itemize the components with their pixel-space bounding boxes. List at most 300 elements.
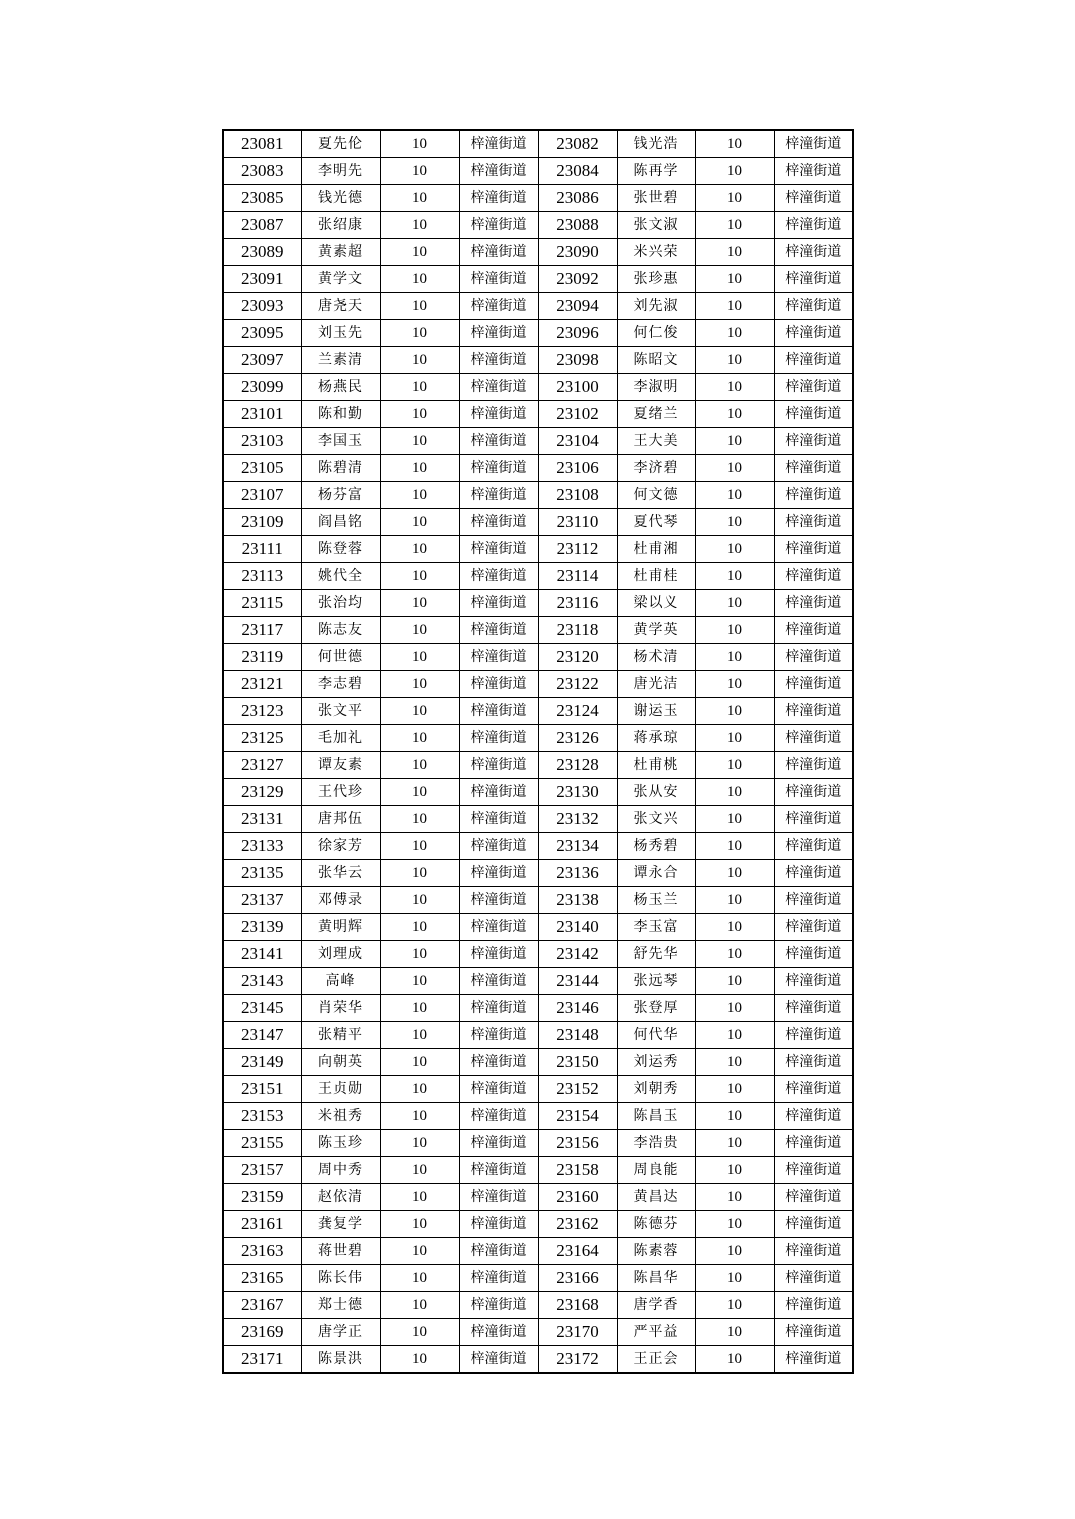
record-id: 23155 [223, 1130, 301, 1157]
amount: 10 [695, 1184, 774, 1211]
amount: 10 [380, 374, 459, 401]
district-name: 梓潼街道 [459, 455, 538, 482]
record-id: 23131 [223, 806, 301, 833]
person-name: 刘理成 [301, 941, 380, 968]
record-id: 23162 [538, 1211, 617, 1238]
amount: 10 [380, 1211, 459, 1238]
record-id: 23172 [538, 1346, 617, 1374]
person-name: 梁以义 [617, 590, 695, 617]
district-name: 梓潼街道 [774, 806, 853, 833]
person-name: 唐尧天 [301, 293, 380, 320]
table-row [223, 130, 853, 158]
district-name: 梓潼街道 [774, 941, 853, 968]
amount: 10 [695, 914, 774, 941]
person-name: 李淑明 [617, 374, 695, 401]
record-id: 23114 [538, 563, 617, 590]
district-name: 梓潼街道 [459, 1319, 538, 1346]
district-name: 梓潼街道 [774, 590, 853, 617]
amount: 10 [380, 968, 459, 995]
amount: 10 [380, 833, 459, 860]
district-name: 梓潼街道 [459, 1103, 538, 1130]
record-id: 23123 [223, 698, 301, 725]
record-id: 23100 [538, 374, 617, 401]
district-name: 梓潼街道 [774, 239, 853, 266]
district-name: 梓潼街道 [459, 698, 538, 725]
amount: 10 [695, 590, 774, 617]
district-name: 梓潼街道 [774, 509, 853, 536]
district-name: 梓潼街道 [774, 995, 853, 1022]
amount: 10 [380, 212, 459, 239]
district-name: 梓潼街道 [459, 617, 538, 644]
person-name: 杨芬富 [301, 482, 380, 509]
person-name: 杜甫桂 [617, 563, 695, 590]
amount: 10 [380, 130, 459, 158]
district-name: 梓潼街道 [459, 1076, 538, 1103]
district-name: 梓潼街道 [774, 374, 853, 401]
person-name: 杨术清 [617, 644, 695, 671]
person-name: 陈昌玉 [617, 1103, 695, 1130]
table-row [223, 887, 853, 914]
record-id: 23164 [538, 1238, 617, 1265]
amount: 10 [695, 644, 774, 671]
amount: 10 [380, 185, 459, 212]
record-id: 23133 [223, 833, 301, 860]
person-name: 张珍惠 [617, 266, 695, 293]
amount: 10 [695, 725, 774, 752]
person-name: 米兴荣 [617, 239, 695, 266]
district-name: 梓潼街道 [774, 860, 853, 887]
person-name: 黄学英 [617, 617, 695, 644]
amount: 10 [380, 914, 459, 941]
amount: 10 [380, 1049, 459, 1076]
district-name: 梓潼街道 [774, 1265, 853, 1292]
record-id: 23102 [538, 401, 617, 428]
record-id: 23090 [538, 239, 617, 266]
amount: 10 [380, 779, 459, 806]
amount: 10 [380, 698, 459, 725]
district-name: 梓潼街道 [774, 1022, 853, 1049]
record-id: 23154 [538, 1103, 617, 1130]
record-id: 23085 [223, 185, 301, 212]
amount: 10 [695, 1346, 774, 1374]
record-id: 23166 [538, 1265, 617, 1292]
district-name: 梓潼街道 [459, 1022, 538, 1049]
record-id: 23147 [223, 1022, 301, 1049]
district-name: 梓潼街道 [774, 1157, 853, 1184]
table-row [223, 1184, 853, 1211]
amount: 10 [695, 428, 774, 455]
table-row [223, 455, 853, 482]
person-name: 张登厚 [617, 995, 695, 1022]
roster-table [222, 129, 854, 1374]
table-row [223, 995, 853, 1022]
record-id: 23110 [538, 509, 617, 536]
record-id: 23168 [538, 1292, 617, 1319]
record-id: 23081 [223, 130, 301, 158]
person-name: 张文兴 [617, 806, 695, 833]
record-id: 23094 [538, 293, 617, 320]
table-row [223, 590, 853, 617]
record-id: 23111 [223, 536, 301, 563]
district-name: 梓潼街道 [459, 590, 538, 617]
amount: 10 [695, 1103, 774, 1130]
record-id: 23158 [538, 1157, 617, 1184]
record-id: 23126 [538, 725, 617, 752]
person-name: 钱光德 [301, 185, 380, 212]
district-name: 梓潼街道 [459, 212, 538, 239]
district-name: 梓潼街道 [459, 1238, 538, 1265]
person-name: 刘运秀 [617, 1049, 695, 1076]
record-id: 23092 [538, 266, 617, 293]
table-row [223, 185, 853, 212]
district-name: 梓潼街道 [774, 1346, 853, 1374]
person-name: 兰素清 [301, 347, 380, 374]
record-id: 23091 [223, 266, 301, 293]
record-id: 23129 [223, 779, 301, 806]
amount: 10 [695, 347, 774, 374]
record-id: 23139 [223, 914, 301, 941]
person-name: 陈登蓉 [301, 536, 380, 563]
record-id: 23116 [538, 590, 617, 617]
district-name: 梓潼街道 [459, 428, 538, 455]
table-row [223, 239, 853, 266]
person-name: 蒋承琼 [617, 725, 695, 752]
table-row [223, 644, 853, 671]
person-name: 周中秀 [301, 1157, 380, 1184]
record-id: 23121 [223, 671, 301, 698]
table-row [223, 1157, 853, 1184]
district-name: 梓潼街道 [774, 752, 853, 779]
district-name: 梓潼街道 [459, 995, 538, 1022]
person-name: 王大美 [617, 428, 695, 455]
record-id: 23142 [538, 941, 617, 968]
person-name: 赵依清 [301, 1184, 380, 1211]
person-name: 黄学文 [301, 266, 380, 293]
person-name: 蒋世碧 [301, 1238, 380, 1265]
amount: 10 [695, 455, 774, 482]
district-name: 梓潼街道 [459, 752, 538, 779]
person-name: 何世德 [301, 644, 380, 671]
district-name: 梓潼街道 [459, 536, 538, 563]
district-name: 梓潼街道 [459, 158, 538, 185]
district-name: 梓潼街道 [774, 1049, 853, 1076]
amount: 10 [695, 698, 774, 725]
record-id: 23093 [223, 293, 301, 320]
record-id: 23105 [223, 455, 301, 482]
table-row [223, 401, 853, 428]
person-name: 刘玉先 [301, 320, 380, 347]
person-name: 张文平 [301, 698, 380, 725]
table-row [223, 563, 853, 590]
record-id: 23127 [223, 752, 301, 779]
amount: 10 [380, 644, 459, 671]
amount: 10 [380, 590, 459, 617]
person-name: 张绍康 [301, 212, 380, 239]
district-name: 梓潼街道 [459, 509, 538, 536]
table-row [223, 752, 853, 779]
amount: 10 [695, 293, 774, 320]
amount: 10 [380, 320, 459, 347]
record-id: 23146 [538, 995, 617, 1022]
amount: 10 [695, 887, 774, 914]
record-id: 23148 [538, 1022, 617, 1049]
person-name: 陈志友 [301, 617, 380, 644]
amount: 10 [380, 536, 459, 563]
person-name: 李明先 [301, 158, 380, 185]
record-id: 23149 [223, 1049, 301, 1076]
district-name: 梓潼街道 [774, 266, 853, 293]
table-row [223, 536, 853, 563]
district-name: 梓潼街道 [459, 1130, 538, 1157]
person-name: 杜甫桃 [617, 752, 695, 779]
amount: 10 [695, 212, 774, 239]
district-name: 梓潼街道 [774, 347, 853, 374]
amount: 10 [695, 995, 774, 1022]
amount: 10 [380, 671, 459, 698]
person-name: 李玉富 [617, 914, 695, 941]
person-name: 何代华 [617, 1022, 695, 1049]
amount: 10 [695, 130, 774, 158]
district-name: 梓潼街道 [774, 563, 853, 590]
district-name: 梓潼街道 [774, 1076, 853, 1103]
district-name: 梓潼街道 [459, 968, 538, 995]
amount: 10 [380, 887, 459, 914]
district-name: 梓潼街道 [459, 1265, 538, 1292]
record-id: 23165 [223, 1265, 301, 1292]
record-id: 23122 [538, 671, 617, 698]
person-name: 谢运玉 [617, 698, 695, 725]
amount: 10 [695, 1265, 774, 1292]
amount: 10 [695, 860, 774, 887]
table-row [223, 698, 853, 725]
record-id: 23096 [538, 320, 617, 347]
record-id: 23156 [538, 1130, 617, 1157]
district-name: 梓潼街道 [459, 779, 538, 806]
record-id: 23169 [223, 1319, 301, 1346]
amount: 10 [380, 725, 459, 752]
person-name: 龚复学 [301, 1211, 380, 1238]
amount: 10 [380, 1076, 459, 1103]
record-id: 23115 [223, 590, 301, 617]
district-name: 梓潼街道 [459, 320, 538, 347]
amount: 10 [380, 158, 459, 185]
amount: 10 [380, 860, 459, 887]
district-name: 梓潼街道 [459, 1211, 538, 1238]
amount: 10 [695, 1076, 774, 1103]
person-name: 徐家芳 [301, 833, 380, 860]
amount: 10 [380, 1292, 459, 1319]
table-row [223, 914, 853, 941]
district-name: 梓潼街道 [459, 239, 538, 266]
district-name: 梓潼街道 [774, 887, 853, 914]
district-name: 梓潼街道 [459, 887, 538, 914]
amount: 10 [380, 1265, 459, 1292]
person-name: 陈素蓉 [617, 1238, 695, 1265]
table-row [223, 158, 853, 185]
record-id: 23118 [538, 617, 617, 644]
amount: 10 [380, 509, 459, 536]
district-name: 梓潼街道 [459, 725, 538, 752]
amount: 10 [380, 455, 459, 482]
table-row [223, 1238, 853, 1265]
record-id: 23171 [223, 1346, 301, 1374]
person-name: 张从安 [617, 779, 695, 806]
record-id: 23120 [538, 644, 617, 671]
district-name: 梓潼街道 [459, 806, 538, 833]
district-name: 梓潼街道 [459, 1157, 538, 1184]
district-name: 梓潼街道 [459, 1184, 538, 1211]
record-id: 23143 [223, 968, 301, 995]
table-row [223, 1022, 853, 1049]
district-name: 梓潼街道 [774, 698, 853, 725]
table-row [223, 374, 853, 401]
record-id: 23088 [538, 212, 617, 239]
district-name: 梓潼街道 [459, 644, 538, 671]
table-row [223, 779, 853, 806]
record-id: 23145 [223, 995, 301, 1022]
table-row [223, 1265, 853, 1292]
amount: 10 [380, 428, 459, 455]
table-row [223, 347, 853, 374]
record-id: 23134 [538, 833, 617, 860]
amount: 10 [380, 995, 459, 1022]
district-name: 梓潼街道 [774, 293, 853, 320]
person-name: 陈再学 [617, 158, 695, 185]
person-name: 周良能 [617, 1157, 695, 1184]
record-id: 23095 [223, 320, 301, 347]
amount: 10 [695, 806, 774, 833]
amount: 10 [695, 536, 774, 563]
table-row [223, 806, 853, 833]
person-name: 陈德芬 [617, 1211, 695, 1238]
district-name: 梓潼街道 [459, 374, 538, 401]
person-name: 陈景洪 [301, 1346, 380, 1374]
record-id: 23157 [223, 1157, 301, 1184]
record-id: 23141 [223, 941, 301, 968]
person-name: 唐学正 [301, 1319, 380, 1346]
district-name: 梓潼街道 [774, 428, 853, 455]
table-row [223, 671, 853, 698]
district-name: 梓潼街道 [774, 536, 853, 563]
person-name: 张世碧 [617, 185, 695, 212]
person-name: 夏绪兰 [617, 401, 695, 428]
person-name: 黄昌达 [617, 1184, 695, 1211]
person-name: 刘朝秀 [617, 1076, 695, 1103]
amount: 10 [695, 752, 774, 779]
record-id: 23135 [223, 860, 301, 887]
table-row [223, 1130, 853, 1157]
person-name: 张精平 [301, 1022, 380, 1049]
record-id: 23167 [223, 1292, 301, 1319]
table-row [223, 617, 853, 644]
district-name: 梓潼街道 [459, 671, 538, 698]
record-id: 23161 [223, 1211, 301, 1238]
amount: 10 [380, 1184, 459, 1211]
table-row [223, 860, 853, 887]
table-row [223, 266, 853, 293]
amount: 10 [695, 401, 774, 428]
person-name: 陈长伟 [301, 1265, 380, 1292]
record-id: 23132 [538, 806, 617, 833]
record-id: 23140 [538, 914, 617, 941]
amount: 10 [380, 482, 459, 509]
district-name: 梓潼街道 [774, 671, 853, 698]
person-name: 高峰 [301, 968, 380, 995]
amount: 10 [695, 1319, 774, 1346]
person-name: 向朝英 [301, 1049, 380, 1076]
person-name: 王贞勋 [301, 1076, 380, 1103]
table-row [223, 968, 853, 995]
table-row [223, 320, 853, 347]
district-name: 梓潼街道 [459, 563, 538, 590]
district-name: 梓潼街道 [774, 130, 853, 158]
amount: 10 [380, 806, 459, 833]
record-id: 23106 [538, 455, 617, 482]
record-id: 23130 [538, 779, 617, 806]
district-name: 梓潼街道 [774, 1103, 853, 1130]
amount: 10 [695, 1211, 774, 1238]
record-id: 23086 [538, 185, 617, 212]
district-name: 梓潼街道 [774, 158, 853, 185]
record-id: 23087 [223, 212, 301, 239]
record-id: 23152 [538, 1076, 617, 1103]
person-name: 王代珍 [301, 779, 380, 806]
record-id: 23109 [223, 509, 301, 536]
person-name: 刘先淑 [617, 293, 695, 320]
person-name: 陈昭文 [617, 347, 695, 374]
district-name: 梓潼街道 [774, 1238, 853, 1265]
record-id: 23103 [223, 428, 301, 455]
table-row [223, 725, 853, 752]
amount: 10 [380, 1157, 459, 1184]
person-name: 舒先华 [617, 941, 695, 968]
person-name: 何仁俊 [617, 320, 695, 347]
person-name: 李济碧 [617, 455, 695, 482]
person-name: 张治均 [301, 590, 380, 617]
person-name: 毛加礼 [301, 725, 380, 752]
record-id: 23112 [538, 536, 617, 563]
district-name: 梓潼街道 [774, 482, 853, 509]
person-name: 陈昌华 [617, 1265, 695, 1292]
amount: 10 [695, 266, 774, 293]
person-name: 杨燕民 [301, 374, 380, 401]
district-name: 梓潼街道 [459, 482, 538, 509]
amount: 10 [695, 833, 774, 860]
amount: 10 [695, 1292, 774, 1319]
district-name: 梓潼街道 [459, 347, 538, 374]
district-name: 梓潼街道 [774, 212, 853, 239]
record-id: 23144 [538, 968, 617, 995]
district-name: 梓潼街道 [459, 1049, 538, 1076]
table-row [223, 1292, 853, 1319]
district-name: 梓潼街道 [459, 293, 538, 320]
amount: 10 [380, 1238, 459, 1265]
person-name: 王正会 [617, 1346, 695, 1374]
district-name: 梓潼街道 [774, 617, 853, 644]
record-id: 23163 [223, 1238, 301, 1265]
person-name: 何文德 [617, 482, 695, 509]
district-name: 梓潼街道 [459, 401, 538, 428]
amount: 10 [380, 1319, 459, 1346]
amount: 10 [380, 941, 459, 968]
amount: 10 [695, 617, 774, 644]
amount: 10 [380, 1346, 459, 1374]
record-id: 23150 [538, 1049, 617, 1076]
district-name: 梓潼街道 [774, 1211, 853, 1238]
table-row [223, 1049, 853, 1076]
table-row [223, 1211, 853, 1238]
person-name: 夏代琴 [617, 509, 695, 536]
